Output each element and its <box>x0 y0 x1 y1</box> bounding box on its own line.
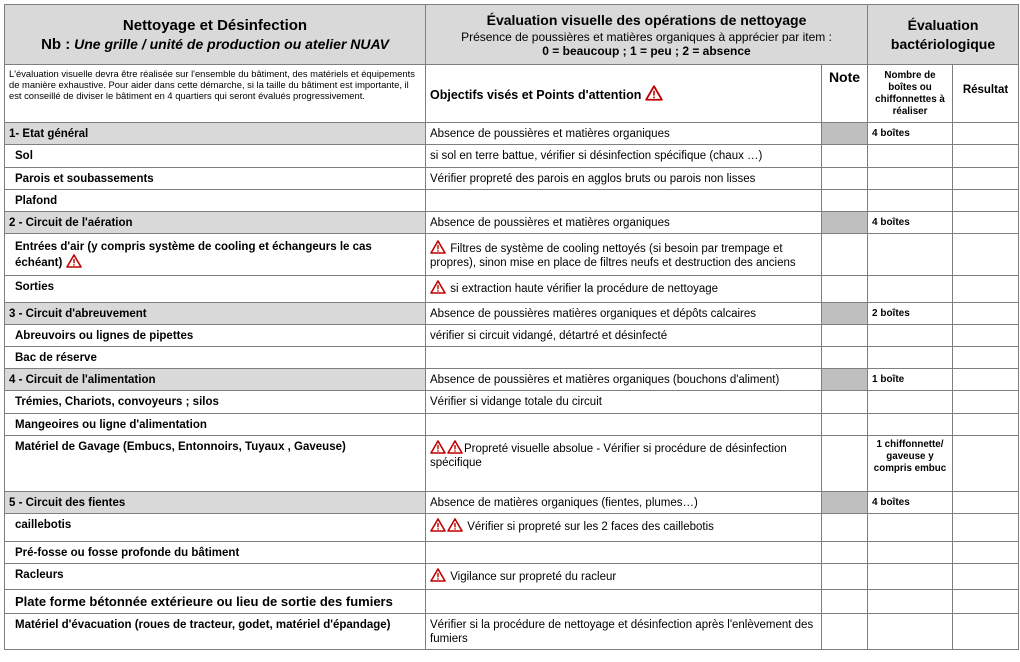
count-cell <box>868 325 953 347</box>
visual-eval-subtitle: Présence de poussières et matières organiques à apprécier par item : <box>461 30 832 44</box>
nb-text: Une grille / unité de production ou atelier NUAV <box>70 35 389 52</box>
item-label: Trémies, Chariots, convoyeurs ; silos <box>5 391 426 414</box>
objective-text: Absence de matières organiques (fientes, plumes…) <box>426 492 822 514</box>
note-cell[interactable] <box>822 303 868 325</box>
box-count: 4 boîtes <box>868 212 953 234</box>
note-cell[interactable] <box>822 212 868 234</box>
note-cell[interactable] <box>822 190 868 212</box>
objective-text <box>426 347 822 369</box>
objective-text: Propreté visuelle absolue - Vérifier si procédure de désinfection spécifique <box>426 436 822 492</box>
note-cell[interactable] <box>822 123 868 145</box>
result-cell[interactable] <box>953 436 1019 492</box>
objective-text: Vérifier propreté des parois en agglos bruts ou parois non lisses <box>426 168 822 190</box>
page-title: Nettoyage et Désinfection <box>122 16 308 34</box>
result-cell[interactable] <box>953 325 1019 347</box>
note-cell[interactable] <box>822 369 868 391</box>
table-row <box>5 542 1019 564</box>
result-cell[interactable] <box>953 369 1019 391</box>
box-count: 1 chiffonnette/ gaveuse y compris embuc <box>868 436 953 492</box>
section-row <box>5 212 1019 234</box>
result-cell[interactable] <box>953 234 1019 276</box>
nb-label: Nb : <box>41 35 71 53</box>
warning-icon <box>430 440 446 454</box>
count-cell <box>868 542 953 564</box>
note-cell[interactable] <box>822 234 868 276</box>
warning-icon <box>66 254 82 268</box>
note-cell[interactable] <box>822 276 868 303</box>
result-cell[interactable] <box>953 564 1019 590</box>
warning-icon <box>430 240 446 254</box>
bact-eval-title: Évaluation bactériologique <box>890 16 996 52</box>
table-row <box>5 168 1019 190</box>
note-cell[interactable] <box>822 145 868 168</box>
count-cell <box>868 347 953 369</box>
nb-boxes-header: Nombre de boîtes ou chiffonnettes à réaliser <box>868 65 953 123</box>
box-count: 4 boîtes <box>868 492 953 514</box>
result-cell[interactable] <box>953 514 1019 542</box>
count-cell <box>868 590 953 614</box>
note-cell[interactable] <box>822 614 868 650</box>
objective-text <box>426 190 822 212</box>
item-label: Abreuvoirs ou lignes de pipettes <box>5 325 426 347</box>
note-cell[interactable] <box>822 168 868 190</box>
result-cell[interactable] <box>953 614 1019 650</box>
intro-text: L'évaluation visuelle devra être réalisée sur l'ensemble du bâtiment, des matériels et équipements de manière exhaustive. Pour aider dans cette démarche, si la taille du bâtiment est importante, il est conseillé de diviser le bâtiment en 4 quartiers qui seront évalués progressivement. <box>5 65 426 123</box>
warning-icon <box>430 280 446 294</box>
result-cell[interactable] <box>953 414 1019 436</box>
bact-eval-header <box>868 5 1019 65</box>
count-cell <box>868 190 953 212</box>
objective-text <box>426 414 822 436</box>
box-count: 4 boîtes <box>868 123 953 145</box>
count-cell <box>868 414 953 436</box>
objective-text: Absence de poussières et matières organiques (bouchons d'aliment) <box>426 369 822 391</box>
note-cell[interactable] <box>822 542 868 564</box>
section-row <box>5 303 1019 325</box>
note-cell[interactable] <box>822 347 868 369</box>
table-row <box>5 234 1019 276</box>
result-cell[interactable] <box>953 123 1019 145</box>
table-row <box>5 190 1019 212</box>
objective-text <box>426 590 822 614</box>
item-label: Plate forme bétonnée extérieure ou lieu de sortie des fumiers <box>5 590 426 614</box>
item-label: Parois et soubassements <box>5 168 426 190</box>
result-cell[interactable] <box>953 212 1019 234</box>
section-row <box>5 369 1019 391</box>
item-label: Racleurs <box>5 564 426 590</box>
section-label: 5 - Circuit des fientes <box>5 492 426 514</box>
item-label: Matériel de Gavage (Embucs, Entonnoirs, Tuyaux , Gaveuse) <box>5 436 426 492</box>
count-cell <box>868 514 953 542</box>
result-cell[interactable] <box>953 303 1019 325</box>
section-label: 3 - Circuit d'abreuvement <box>5 303 426 325</box>
warning-icon <box>447 518 463 532</box>
note-cell[interactable] <box>822 325 868 347</box>
note-cell[interactable] <box>822 436 868 492</box>
result-cell[interactable] <box>953 145 1019 168</box>
objective-text: Vigilance sur propreté du racleur <box>426 564 822 590</box>
section-row <box>5 123 1019 145</box>
count-cell <box>868 276 953 303</box>
header-title-cell <box>5 5 426 65</box>
objective-text: Filtres de système de cooling nettoyés (si besoin par trempage et propres), sinon mise en place de filtres neufs et destruction des anciens <box>426 234 822 276</box>
warning-icon <box>430 568 446 582</box>
count-cell <box>868 168 953 190</box>
section-label: 2 - Circuit de l'aération <box>5 212 426 234</box>
note-cell[interactable] <box>822 564 868 590</box>
box-count: 2 boîtes <box>868 303 953 325</box>
result-cell[interactable] <box>953 168 1019 190</box>
note-cell[interactable] <box>822 492 868 514</box>
objective-text: Vérifier si la procédure de nettoyage et désinfection après l'enlèvement des fumiers <box>426 614 822 650</box>
objective-text: Absence de poussières matières organiques et dépôts calcaires <box>426 303 822 325</box>
result-cell[interactable] <box>953 590 1019 614</box>
item-label: Pré-fosse ou fosse profonde du bâtiment <box>5 542 426 564</box>
item-label: Sol <box>5 145 426 168</box>
warning-icon <box>430 518 446 532</box>
visual-eval-header <box>426 5 868 65</box>
count-cell <box>868 614 953 650</box>
item-label: Plafond <box>5 190 426 212</box>
count-cell <box>868 564 953 590</box>
table-row <box>5 514 1019 542</box>
objective-text: si extraction haute vérifier la procédure de nettoyage <box>426 276 822 303</box>
table-row <box>5 436 1019 492</box>
visual-eval-scale: 0 = beaucoup ; 1 = peu ; 2 = absence <box>542 44 751 58</box>
objective-text: Vérifier si vidange totale du circuit <box>426 391 822 414</box>
objectives-header: Objectifs visés et Points d'attention <box>426 65 822 123</box>
item-label: Entrées d'air (y compris système de cooling et échangeurs le cas échéant) <box>5 234 426 276</box>
item-label: Sorties <box>5 276 426 303</box>
item-label: Matériel d'évacuation (roues de tracteur, godet, matériel d'épandage) <box>5 614 426 650</box>
warning-icon <box>645 85 663 101</box>
note-cell[interactable] <box>822 391 868 414</box>
objective-text <box>426 542 822 564</box>
box-count: 1 boîte <box>868 369 953 391</box>
count-cell <box>868 391 953 414</box>
objective-text: si sol en terre battue, vérifier si désinfection spécifique (chaux …) <box>426 145 822 168</box>
table-row <box>5 325 1019 347</box>
note-cell[interactable] <box>822 590 868 614</box>
section-label: 1- Etat général <box>5 123 426 145</box>
visual-eval-title: Évaluation visuelle des opérations de nettoyage <box>486 12 807 28</box>
item-label: Bac de réserve <box>5 347 426 369</box>
note-cell[interactable] <box>822 514 868 542</box>
result-cell[interactable] <box>953 276 1019 303</box>
result-cell[interactable] <box>953 347 1019 369</box>
count-cell <box>868 234 953 276</box>
table-row <box>5 590 1019 614</box>
section-row <box>5 492 1019 514</box>
result-cell[interactable] <box>953 492 1019 514</box>
item-label: Mangeoires ou ligne d'alimentation <box>5 414 426 436</box>
table-row <box>5 564 1019 590</box>
table-row <box>5 614 1019 650</box>
count-cell <box>868 145 953 168</box>
warning-icon <box>447 440 463 454</box>
objective-text: Vérifier si propreté sur les 2 faces des caillebotis <box>426 514 822 542</box>
table-row <box>5 145 1019 168</box>
result-cell[interactable] <box>953 391 1019 414</box>
cleaning-evaluation-grid <box>4 4 1019 650</box>
table-row <box>5 414 1019 436</box>
note-cell[interactable] <box>822 414 868 436</box>
note-header: Note <box>822 65 868 123</box>
nb-line <box>9 35 421 54</box>
objective-text: Absence de poussières et matières organiques <box>426 212 822 234</box>
objective-text: vérifier si circuit vidangé, détartré et désinfecté <box>426 325 822 347</box>
item-label: caillebotis <box>5 514 426 542</box>
objective-text: Absence de poussières et matières organiques <box>426 123 822 145</box>
result-cell[interactable] <box>953 190 1019 212</box>
table-row <box>5 347 1019 369</box>
result-header: Résultat <box>953 65 1019 123</box>
result-cell[interactable] <box>953 542 1019 564</box>
table-row <box>5 391 1019 414</box>
section-label: 4 - Circuit de l'alimentation <box>5 369 426 391</box>
table-row <box>5 276 1019 303</box>
